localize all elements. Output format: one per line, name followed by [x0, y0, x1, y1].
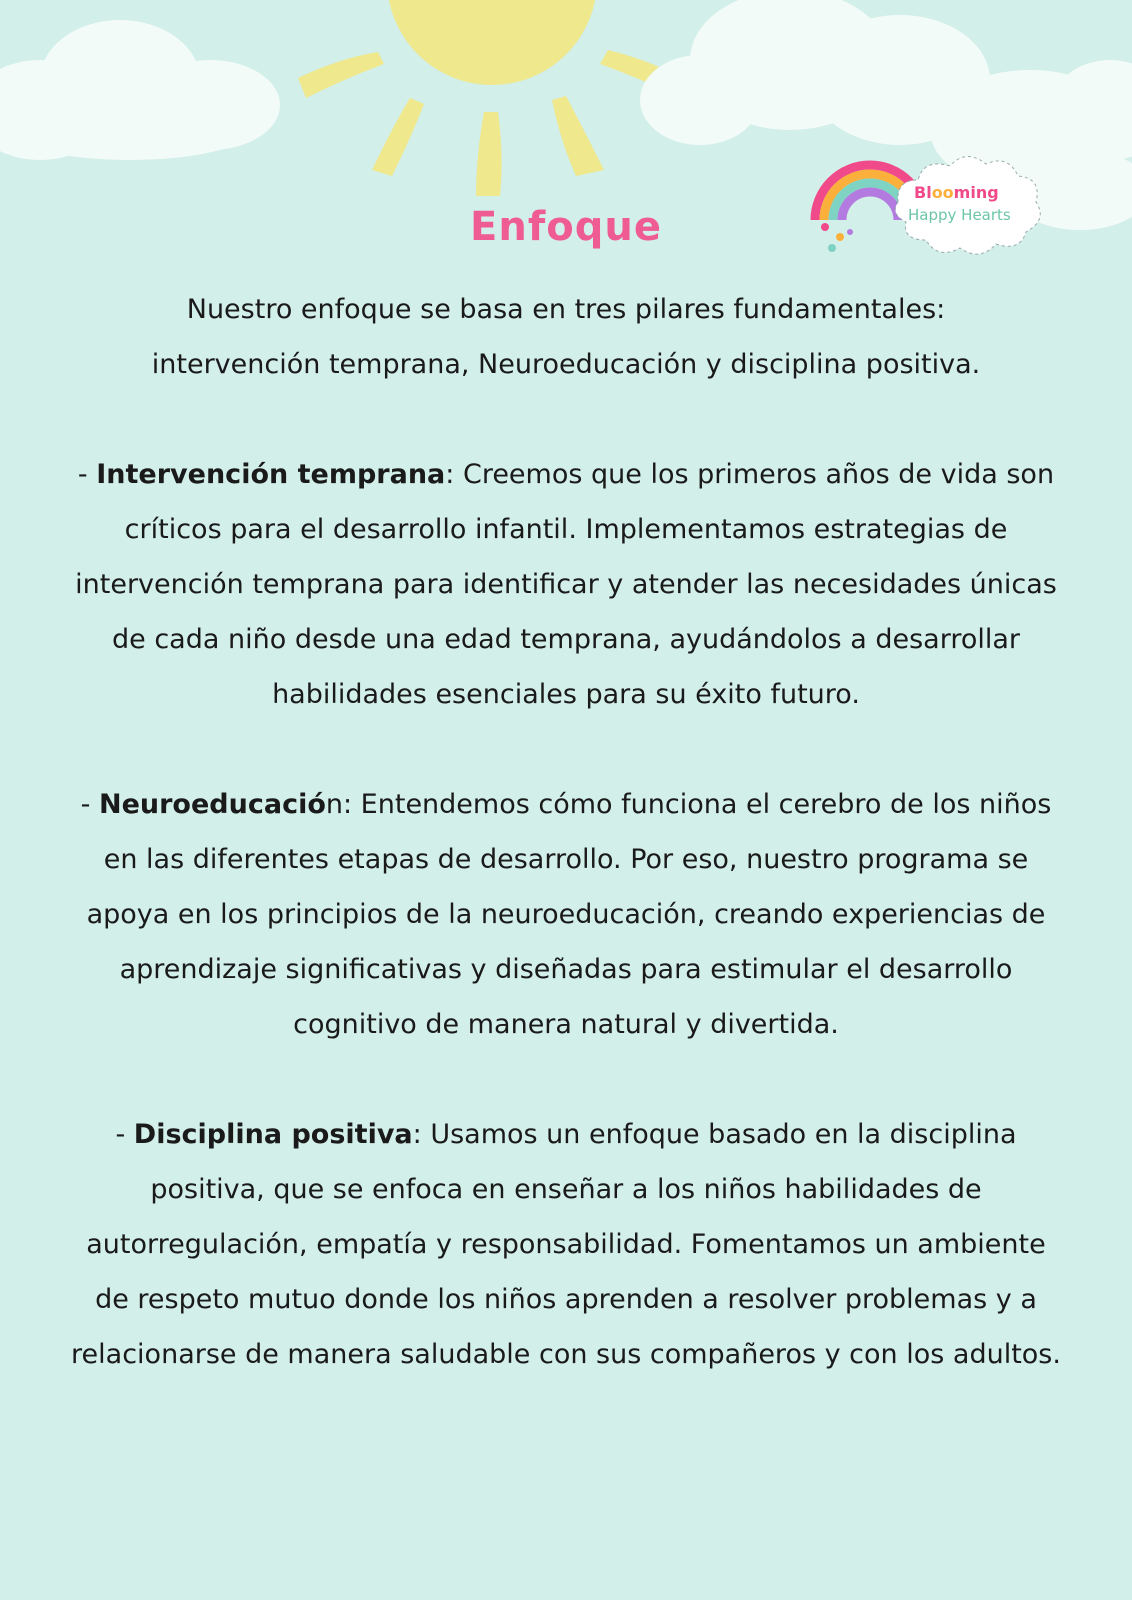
section-bullet: -: [115, 1119, 134, 1150]
section-disciplina: [66, 1107, 1066, 1382]
section-body: : Usamos un enfoque basado en la disciplina positiva, que se enfoca en enseñar a los niños habilidades de autorregulación, empatía y responsabilidad. Fomentamos un ambiente de respeto mutuo donde los niños aprenden a resolver problemas y a relacionarse de manera saludable con sus compañeros y con los adultos.: [71, 1119, 1061, 1370]
section-body: : Creemos que los primeros años de vida son críticos para el desarrollo infantil. Implementamos estrategias de intervención temprana para identificar y atender las necesidades únicas de cada niño desde una edad temprana, ayudándolos a desarrollar habilidades esenciales para su éxito futuro.: [75, 459, 1057, 710]
section-neuroeducacion: [66, 777, 1066, 1052]
section-bullet: -: [80, 789, 99, 820]
section-heading: Intervención temprana: [96, 459, 446, 490]
section-body: : Entendemos cómo funciona el cerebro de los niños en las diferentes etapas de desarrollo. Por eso, nuestro programa se apoya en los principios de la neuroeducación, creando experiencias de aprendizaje significativas y diseñadas para estimular el desarrollo cognitivo de manera natural y divertida.: [86, 789, 1052, 1040]
intro-paragraph: [66, 282, 1066, 392]
section-intervencion: [66, 447, 1066, 722]
section-heading: Neuroeducació: [98, 789, 326, 820]
section-bullet: -: [77, 459, 97, 490]
section-heading-tail: n: [325, 789, 343, 820]
logo-word-happy-hearts: Happy Hearts: [908, 206, 1011, 224]
page-title: Enfoque: [470, 204, 662, 250]
sun-icon: [298, 0, 690, 196]
cloud-icon: [0, 20, 280, 160]
logo-word-blooming: Blooming: [914, 183, 999, 202]
intro-line-1: Nuestro enfoque se basa en tres pilares fundamentales:: [186, 294, 946, 325]
section-heading: Disciplina positiva: [133, 1119, 413, 1150]
document-body: [66, 282, 1066, 1382]
intro-line-2: intervención temprana, Neuroeducación y disciplina positiva.: [151, 349, 981, 380]
